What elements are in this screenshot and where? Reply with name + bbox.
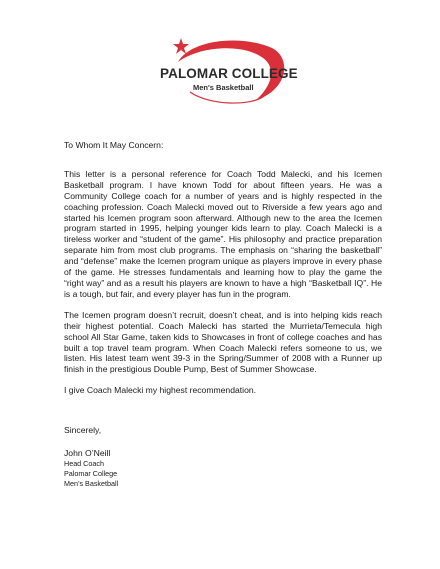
star-shape (173, 38, 189, 54)
swoosh-underline (190, 92, 264, 103)
signer-name: John O’Neill (64, 448, 111, 459)
palomar-college-logo (160, 34, 298, 114)
paragraph-recommendation: I give Coach Malecki my highest recommendation. (64, 385, 257, 396)
college-name: PALOMAR COLLEGE (160, 66, 298, 81)
signer-college: Palomar College (64, 468, 118, 478)
program-name: Men's Basketball (193, 83, 254, 92)
closing: Sincerely, (64, 425, 102, 436)
paragraph-reference: This letter is a personal reference for Coach Todd Malecki, and his Icemen Basketball program. I have known Todd for about fifteen years. He was a Community College coach for a number of years and is highly respected in the coaching profession. Coach Malecki moved out to Riverside a few years ago and started his Icemen program soon afterward. Although new to the area the Icemen program started in 1995, helping younger kids learn to play. Coach Malecki is a tireless worker and “student of the game”. His philosophy and practice preparation separate him from most club programs. The emphasis on “sharing the basketball” and “defense” make the Icemen program unique as players improve in every phase of the game. He stresses fundamentals and learning how to play the game the “right way” and as a result his players are known to have a high “Basketball IQ”. He is a tough, but fair, and every player has fun in the program. (64, 168, 382, 299)
signer-title: Head Coach (64, 458, 104, 468)
letter-body (64, 140, 382, 489)
closing-block (64, 425, 382, 489)
salutation: To Whom It May Concern: (64, 140, 164, 150)
signer-program: Men’s Basketball (64, 478, 119, 488)
paragraph-program: The Icemen program doesn’t recruit, doesn’t cheat, and is into helping kids reach their highest potential. Coach Malecki has started the Murrieta/Temecula high school All Star Game, taken kids to Showcases in front of college coaches and has built a top travel team program. When Coach Malecki refers someone to us, we listen. His latest team went 39-3 in the Spring/Summer of 2008 with a Runner up finish in the prestigious Double Pump, Best of Summer Showcase. (64, 309, 382, 375)
